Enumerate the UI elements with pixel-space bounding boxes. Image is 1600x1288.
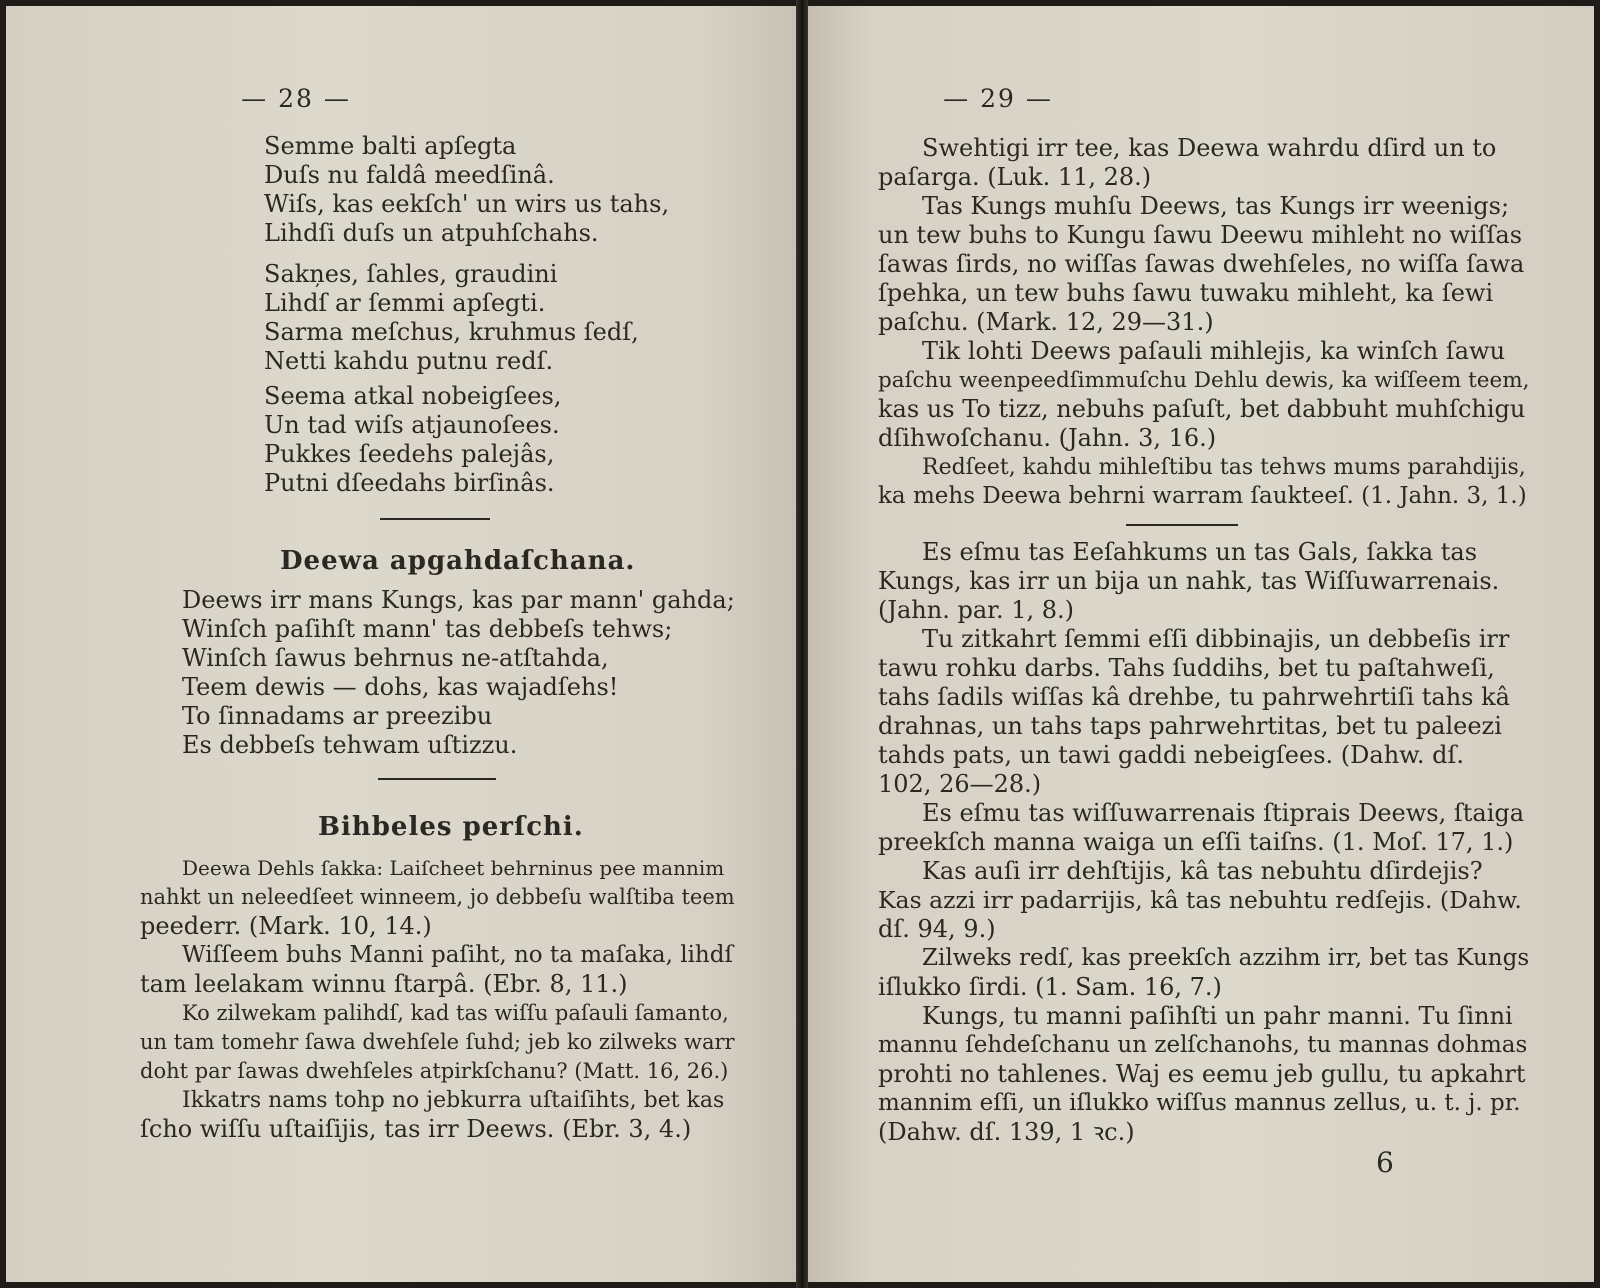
book-gutter bbox=[796, 0, 808, 1288]
verse-line: Zilweks redſ, kas preekſch azzihm irr, bet tas Kungs bbox=[922, 945, 1530, 971]
poem-line: Putni dſeedahs birſinâs. bbox=[264, 469, 555, 497]
verse-line: mannu ſehdeſchanu un zelſchanohs, tu mannas dohmas bbox=[878, 1032, 1528, 1058]
verse-line: Kungs, kas irr un bija un nahk, tas Wiſſuwarrenais. bbox=[878, 567, 1500, 595]
verse-line: ſpehka, un tew buhs ſawu tuwaku mihleht, ka ſewi bbox=[878, 279, 1494, 307]
poem-line: Semme balti apſegta bbox=[264, 132, 517, 160]
section-title: Deewa apgahdaſchana. bbox=[280, 546, 636, 576]
verse-line: dſ. 94, 9.) bbox=[878, 915, 996, 943]
section-divider bbox=[1126, 524, 1238, 526]
left-page bbox=[6, 6, 796, 1282]
verse-line: peederr. (Mark. 10, 14.) bbox=[140, 912, 432, 940]
verse-line: (Dahw. dſ. 139, 1 ꝛc.) bbox=[878, 1118, 1135, 1146]
verse-line: paſchu. (Mark. 12, 29—31.) bbox=[878, 308, 1214, 336]
verse-line: mannim eſſi, un iſlukko wiſſus mannus zellus, u. t. j. pr. bbox=[878, 1090, 1521, 1116]
verse-line: ſcho wiſſu uſtaiſijis, tas irr Deews. (Ebr. 3, 4.) bbox=[140, 1115, 692, 1143]
hymn-line: Es debbeſs tehwam uſtizzu. bbox=[182, 731, 518, 759]
verse-line: kas us To tizz, nebuhs paſuſt, bet dabbuht muhſchigu bbox=[878, 395, 1526, 423]
right-page bbox=[808, 6, 1594, 1282]
verse-line: Kas auſi irr dehſtijis, kâ tas nebuhtu dſirdejis? bbox=[922, 857, 1483, 885]
verse-line: 102, 26—28.) bbox=[878, 770, 1042, 798]
verse-line: Tik lohti Deews paſauli mihlejis, ka winſch ſawu bbox=[922, 337, 1506, 365]
verse-line: preekſch manna waiga un eſſi taiſns. (1. Moſ. 17, 1.) bbox=[878, 828, 1514, 856]
verse-line: drahnas, un tahs taps pahrwehrtitas, bet tu paleezi bbox=[878, 712, 1502, 740]
hymn-line: Deews irr mans Kungs, kas par mann' gahda; bbox=[182, 586, 735, 614]
verse-line: paſchu weenpeedſimmuſchu Dehlu dewis, ka wiſſeem teem, bbox=[878, 368, 1530, 393]
verse-line: Kas azzi irr padarrijis, kâ tas nebuhtu redſejis. (Dahw. bbox=[878, 886, 1522, 914]
poem-line: Pukkes ſeedehs palejâs, bbox=[264, 440, 555, 468]
verse-line: prohti no tahlenes. Waj es eemu jeb gullu, tu apkahrt bbox=[878, 1060, 1526, 1088]
poem-line: Sakņes, ſahles, graudini bbox=[264, 260, 558, 288]
verse-line: Es eſmu tas wiſſuwarrenais ſtiprais Deews, ſtaiga bbox=[922, 799, 1525, 827]
poem-line: Lihdſi duſs un atpuhſchahs. bbox=[264, 219, 599, 247]
verse-line: tahds pats, un tawi gaddi nebeigſees. (Dahw. dſ. bbox=[878, 741, 1464, 769]
poem-line: Netti kahdu putnu redſ. bbox=[264, 347, 554, 375]
verse-line: Redſeet, kahdu mihleſtibu tas tehws mums parahdijis, bbox=[922, 455, 1526, 480]
verse-line: dſihwoſchanu. (Jahn. 3, 16.) bbox=[878, 424, 1217, 452]
verse-line: (Jahn. par. 1, 8.) bbox=[878, 596, 1075, 624]
verse-line: tam leelakam winnu ſtarpâ. (Ebr. 8, 11.) bbox=[140, 970, 628, 998]
page-number: — 29 — bbox=[943, 84, 1053, 113]
verse-line: ſawas ſirds, no wiſſas ſawas dwehſeles, no wiſſa ſawa bbox=[878, 250, 1525, 278]
verse-line: Tu zitkahrt ſemmi eſſi dibbinajis, un debbeſis irr bbox=[922, 625, 1510, 653]
verse-line: nahkt un neleedſeet winneem, jo debbeſu walſtiba teem bbox=[140, 885, 735, 909]
page-number: — 28 — bbox=[241, 84, 351, 113]
verse-line: Tas Kungs muhſu Deews, tas Kungs irr weenigs; bbox=[922, 192, 1510, 220]
hymn-line: Teem dewis — dohs, kas wajadſehs! bbox=[182, 673, 619, 701]
verse-line: Ko zilwekam palihdſ, kad tas wiſſu paſauli ſamanto, bbox=[182, 1001, 729, 1025]
verse-line: Wiſſeem buhs Manni paſiht, no ta maſaka, lihdſ bbox=[182, 942, 733, 968]
poem-line: Wiſs, kas eekſch' un wirs us tahs, bbox=[264, 190, 670, 218]
verse-line: un tew buhs to Kungu ſawu Deewu mihleht no wiſſas bbox=[878, 221, 1523, 249]
section-divider bbox=[380, 518, 490, 520]
verse-line: tawu rohku darbs. Tahs ſuddihs, bet tu paſtahweſi, bbox=[878, 654, 1495, 682]
section-title: Bihbeles perſchi. bbox=[318, 812, 584, 842]
verse-line: Es eſmu tas Eeſahkums un tas Gals, ſakka tas bbox=[922, 538, 1478, 566]
hymn-line: To ſinnadams ar preezibu bbox=[182, 702, 493, 730]
poem-line: Lihdſ ar ſemmi apſegti. bbox=[264, 289, 546, 317]
verse-line: Ikkatrs nams tohp no jebkurra uſtaiſihts, bet kas bbox=[182, 1088, 725, 1113]
verse-line: Kungs, tu manni paſihſti un pahr manni. Tu ſinni bbox=[922, 1002, 1513, 1030]
verse-line: doht par ſawas dwehſeles atpirkſchanu? (Matt. 16, 26.) bbox=[140, 1059, 729, 1083]
verse-line: Deewa Dehls ſakka: Laiſcheet behrninus pee mannim bbox=[182, 856, 725, 880]
section-divider bbox=[378, 778, 496, 780]
poem-line: Sarma meſchus, kruhmus ſedſ, bbox=[264, 318, 639, 346]
verse-line: tahs ſadils wiſſas kâ drehbe, tu pahrwehrtiſi tahs kâ bbox=[878, 683, 1510, 711]
verse-line: iſlukko ſirdi. (1. Sam. 16, 7.) bbox=[878, 973, 1222, 1001]
verse-line: paſarga. (Luk. 11, 28.) bbox=[878, 163, 1152, 191]
poem-line: Seema atkal nobeigſees, bbox=[264, 382, 562, 410]
verse-line: Swehtigi irr tee, kas Deewa wahrdu dſird un to bbox=[922, 134, 1497, 162]
poem-line: Un tad wiſs atjaunoſees. bbox=[264, 411, 560, 439]
hymn-line: Winſch ſawus behrnus ne-atſtahda, bbox=[182, 644, 609, 672]
hymn-line: Winſch paſihſt mann' tas debbeſs tehws; bbox=[182, 615, 673, 643]
signature-mark: 6 bbox=[1376, 1146, 1394, 1179]
poem-line: Duſs nu faldâ meedſinâ. bbox=[264, 161, 555, 189]
verse-line: un tam tomehr ſawa dwehſele ſuhd; jeb ko zilweks warr bbox=[140, 1030, 735, 1054]
verse-line: ka mehs Deewa behrni warram ſaukteeſ. (1. Jahn. 3, 1.) bbox=[878, 483, 1527, 509]
